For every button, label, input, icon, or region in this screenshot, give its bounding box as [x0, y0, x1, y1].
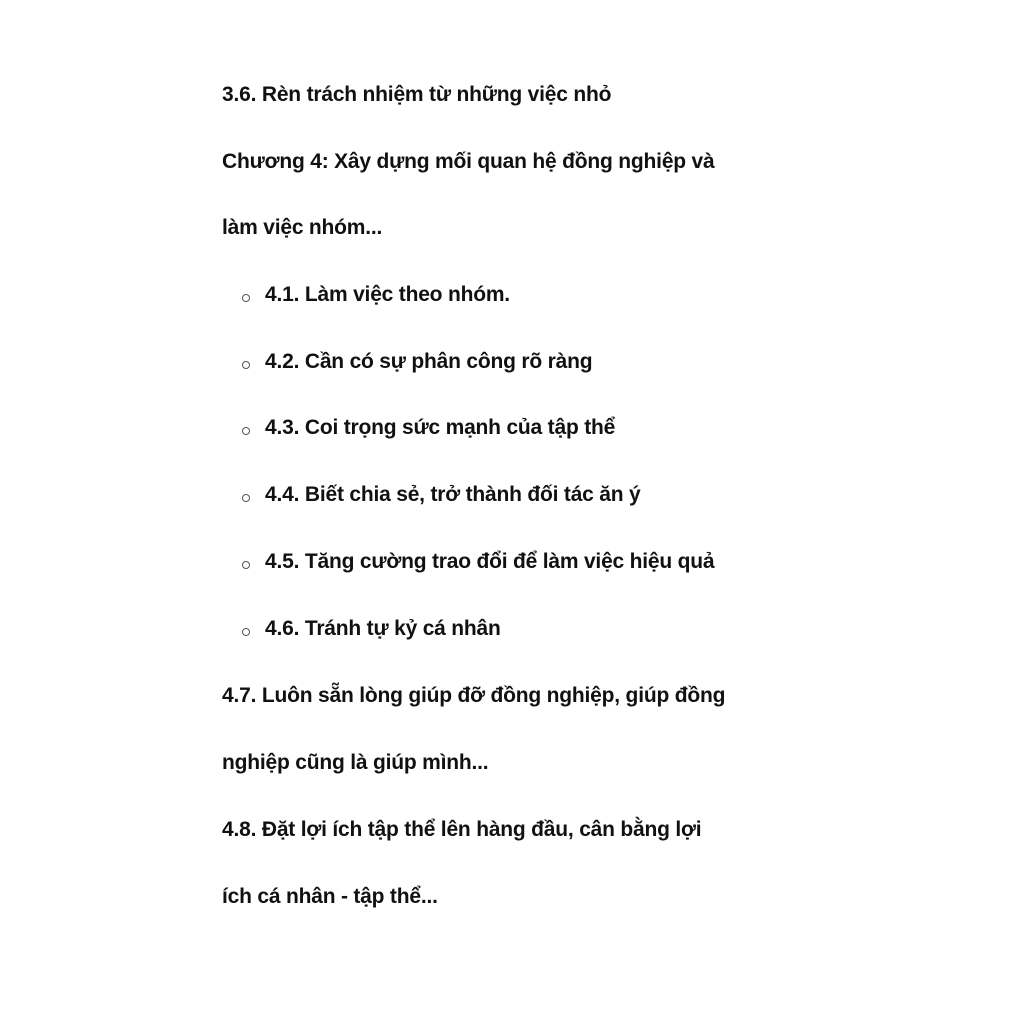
hollow-bullet-icon	[242, 494, 250, 502]
hollow-bullet-icon	[242, 427, 250, 435]
hollow-bullet-icon	[242, 628, 250, 636]
hollow-bullet-icon	[242, 561, 250, 569]
list-item	[242, 414, 615, 442]
section-heading-4-7-line-1: 4.7. Luôn sẵn lòng giúp đỡ đồng nghiệp, giúp đồng	[222, 684, 726, 707]
section-heading-4-8-line-2: ích cá nhân - tập thể...	[222, 885, 438, 908]
list-item	[242, 281, 510, 309]
list-item-label: 4.2. Cần có sự phân công rõ ràng	[265, 350, 593, 373]
list-item	[242, 548, 714, 576]
chapter-4-title-line-1: Chương 4: Xây dựng mối quan hệ đồng nghiệp và	[222, 150, 715, 173]
list-item	[242, 615, 501, 643]
section-heading-3-6: 3.6. Rèn trách nhiệm từ những việc nhỏ	[222, 83, 612, 106]
list-item	[242, 348, 592, 376]
chapter-4-title-line-2: làm việc nhóm...	[222, 216, 383, 239]
list-item-label: 4.4. Biết chia sẻ, trở thành đối tác ăn ý	[265, 483, 641, 506]
list-item-label: 4.6. Tránh tự kỷ cá nhân	[265, 617, 501, 640]
section-heading-4-8-line-1: 4.8. Đặt lợi ích tập thể lên hàng đầu, cân bằng lợi	[222, 818, 702, 841]
list-item	[242, 481, 641, 509]
list-item-label: 4.1. Làm việc theo nhóm.	[265, 283, 510, 306]
section-heading-4-7-line-2: nghiệp cũng là giúp mình...	[222, 751, 489, 774]
hollow-bullet-icon	[242, 361, 250, 369]
hollow-bullet-icon	[242, 294, 250, 302]
list-item-label: 4.5. Tăng cường trao đổi để làm việc hiệu quả	[265, 550, 715, 573]
list-item-label: 4.3. Coi trọng sức mạnh của tập thể	[265, 416, 616, 439]
